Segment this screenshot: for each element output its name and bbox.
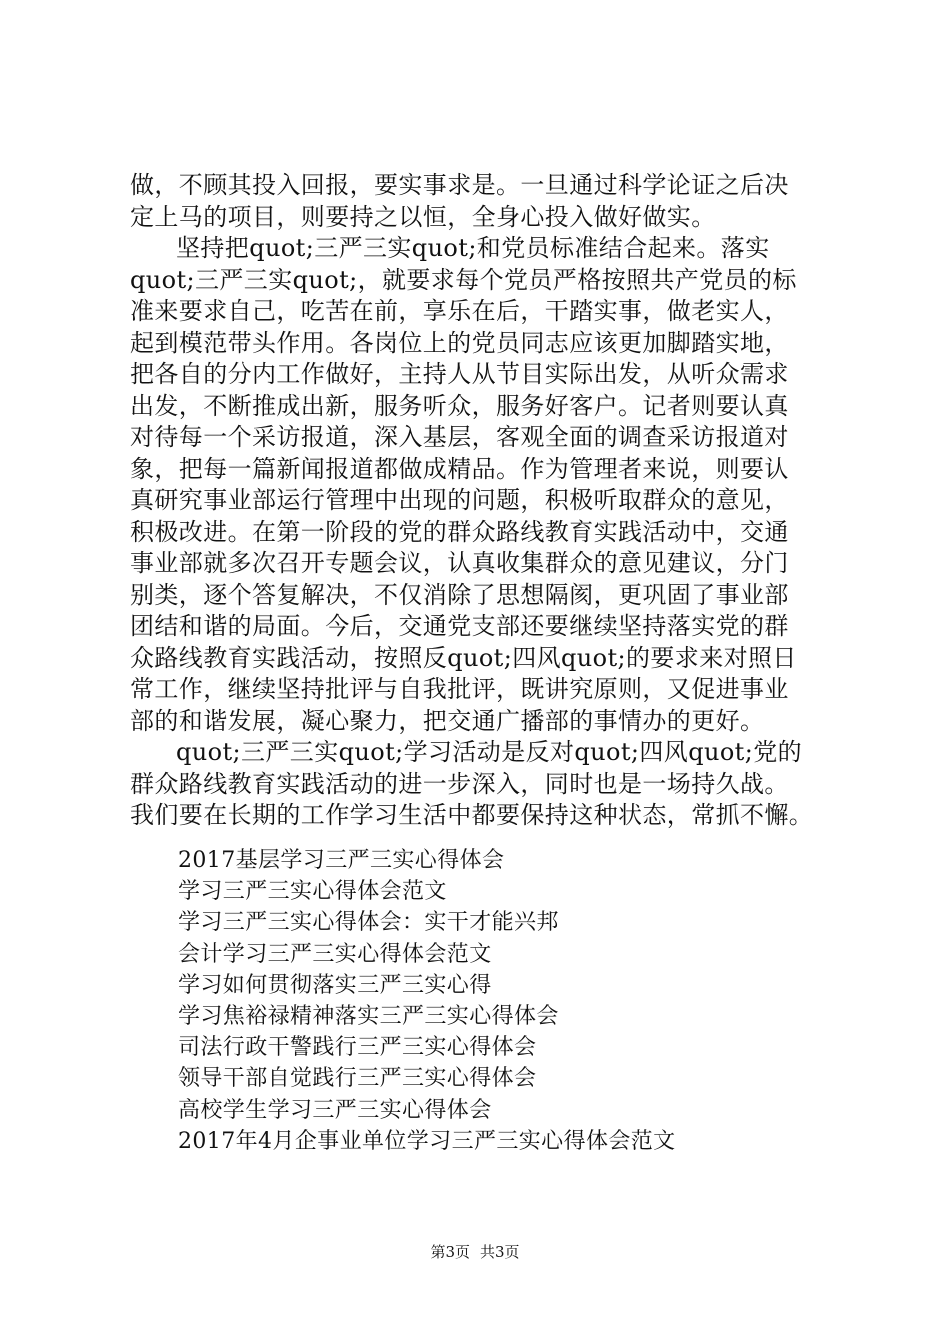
paragraph-2-line: 团结和谐的局面。今后，交通党支部还要继续坚持落实党的群 bbox=[130, 612, 789, 640]
paragraph-2-line: 坚持把quot;三严三实quot;和党员标准结合起来。落实 bbox=[176, 234, 770, 262]
related-title-item[interactable]: 领导干部自觉践行三严三实心得体会 bbox=[178, 1066, 537, 1092]
paragraph-2-line: 把各自的分内工作做好，主持人从节目实际出发，从听众需求 bbox=[130, 360, 789, 388]
paragraph-2-line: 别类，逐个答复解决，不仅消除了思想隔阂，更巩固了事业部 bbox=[130, 580, 789, 609]
page-footer bbox=[0, 1242, 950, 1262]
paragraph-3-line: quot;三严三实quot;学习活动是反对quot;四风quot;党的 bbox=[176, 738, 802, 766]
paragraph-2-line: quot;三严三实quot;，就要求每个党员严格按照共产党员的标 bbox=[130, 265, 797, 294]
related-title-item[interactable]: 2017年4月企事业单位学习三严三实心得体会范文 bbox=[178, 1128, 676, 1154]
current-page-number: 第3页 bbox=[430, 1243, 470, 1261]
paragraph-2-line: 常工作，继续坚持批评与自我批评，既讲究原则，又促进事业 bbox=[130, 675, 789, 703]
related-title-item[interactable]: 学习如何贯彻落实三严三实心得 bbox=[178, 972, 492, 998]
paragraph-2-line: 象，把每一篇新闻报道都做成精品。作为管理者来说，则要认 bbox=[130, 454, 789, 483]
related-title-item[interactable]: 学习焦裕禄精神落实三严三实心得体会 bbox=[178, 1004, 559, 1030]
paragraph-2-line: 起到模范带头作用。各岗位上的党员同志应该更加脚踏实地， bbox=[130, 328, 789, 357]
paragraph-2-line: 众路线教育实践活动，按照反quot;四风quot;的要求来对照日 bbox=[130, 643, 797, 672]
related-title-item[interactable]: 2017基层学习三严三实心得体会 bbox=[178, 848, 505, 873]
related-title-item[interactable]: 学习三严三实心得体会范文 bbox=[178, 879, 447, 905]
paragraph-3-line: 我们要在长期的工作学习生活中都要保持这种状态，常抓不懈。 bbox=[130, 801, 814, 829]
related-title-item[interactable]: 高校学生学习三严三实心得体会 bbox=[178, 1097, 492, 1123]
paragraph-3-line: 群众路线教育实践活动的进一步深入，同时也是一场持久战。 bbox=[130, 769, 789, 798]
related-title-item[interactable]: 会计学习三严三实心得体会范文 bbox=[178, 941, 492, 967]
paragraph-1-line: 做，不顾其投入回报，要实事求是。一旦通过科学论证之后决 bbox=[130, 171, 789, 199]
related-title-item[interactable]: 司法行政干警践行三严三实心得体会 bbox=[178, 1035, 537, 1061]
paragraph-2-line: 真研究事业部运行管理中出现的问题，积极听取群众的意见， bbox=[130, 486, 789, 514]
paragraph-2-line: 对待每一个采访报道，深入基层，客观全面的调查采访报道对 bbox=[130, 423, 789, 451]
paragraph-2-line: 准来要求自己，吃苦在前，享乐在后，干踏实事，做老实人， bbox=[130, 297, 789, 325]
paragraph-2-line: 部的和谐发展，凝心聚力，把交通广播部的事情办的更好。 bbox=[130, 706, 765, 735]
paragraph-1-line: 定上马的项目，则要持之以恒，全身心投入做好做实。 bbox=[130, 202, 716, 231]
total-page-count: 共3页 bbox=[480, 1243, 520, 1261]
related-titles-list bbox=[178, 845, 818, 1157]
body-text bbox=[130, 170, 830, 832]
paragraph-2-line: 积极改进。在第一阶段的党的群众路线教育实践活动中，交通 bbox=[130, 517, 789, 546]
related-title-item[interactable]: 学习三严三实心得体会：实干才能兴邦 bbox=[178, 910, 559, 936]
paragraph-2-line: 出发，不断推成出新，服务听众，服务好客户。记者则要认真 bbox=[130, 391, 789, 420]
paragraph-2-line: 事业部就多次召开专题会议，认真收集群众的意见建议，分门 bbox=[130, 549, 789, 577]
